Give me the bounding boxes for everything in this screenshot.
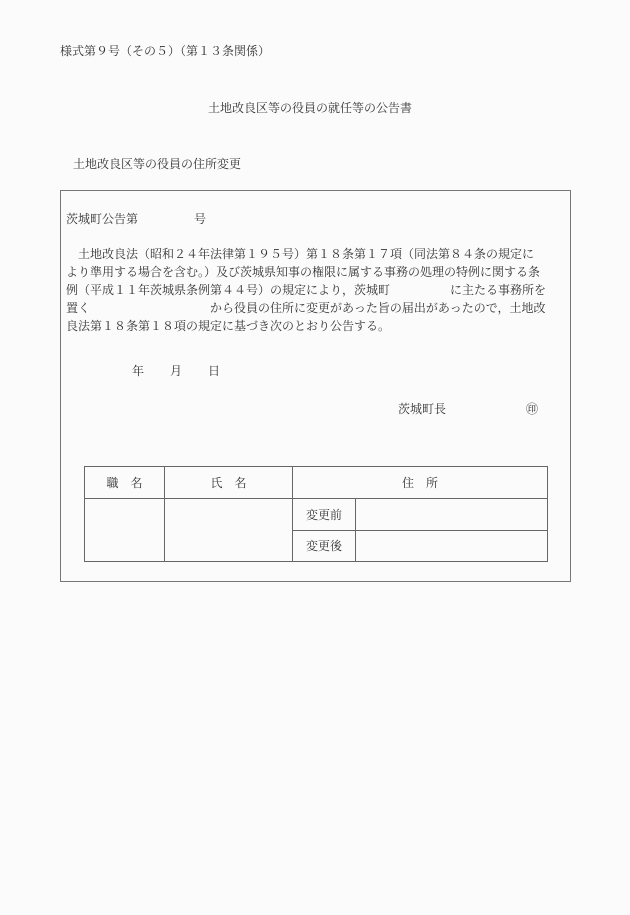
address-after-cell[interactable]	[356, 530, 548, 561]
header-position: 職 名	[85, 467, 165, 499]
notice-body	[66, 245, 550, 335]
body-line: 土地改良法（昭和２４年法律第１９５号）第１８条第１７項（同法第８４条の規定に	[66, 247, 535, 261]
notice-number-prefix: 茨城町公告第	[66, 212, 139, 226]
header-address: 住 所	[293, 467, 548, 499]
form-number: 様式第９号（その５）（第１３条関係）	[60, 44, 271, 58]
document-subtitle: 土地改良区等の役員の住所変更	[73, 157, 242, 171]
header-name: 氏 名	[165, 467, 293, 499]
date-day: 日	[208, 364, 221, 378]
body-line: 置く から役員の住所に変更があった旨の届出があったので，土地改	[66, 301, 546, 315]
notice-date	[132, 362, 246, 379]
row-label-after: 変更後	[293, 530, 356, 561]
name-cell[interactable]	[165, 499, 293, 562]
row-label-before: 変更前	[293, 499, 356, 530]
signer-title: 茨城町長	[398, 402, 447, 416]
officer-address-table	[84, 466, 548, 562]
address-before-cell[interactable]	[356, 499, 548, 530]
notice-number-suffix: 号	[194, 212, 207, 226]
body-line: 例（平成１１年茨城県条例第４４号）の規定により，茨城町 に主たる事務所を	[66, 283, 547, 297]
document-title: 土地改良区等の役員の就任等の公告書	[208, 101, 413, 115]
date-month: 月	[170, 364, 183, 378]
notice-number	[66, 210, 206, 227]
position-cell[interactable]	[85, 499, 165, 562]
body-line: 良法第１８条第１８項の規定に基づき次のとおり公告する。	[66, 319, 391, 333]
seal-icon: ㊞	[526, 402, 539, 416]
body-line: より準用する場合を含む。）及び茨城県知事の権限に属する事務の処理の特例に関する条	[66, 265, 541, 279]
date-year: 年	[132, 364, 145, 378]
